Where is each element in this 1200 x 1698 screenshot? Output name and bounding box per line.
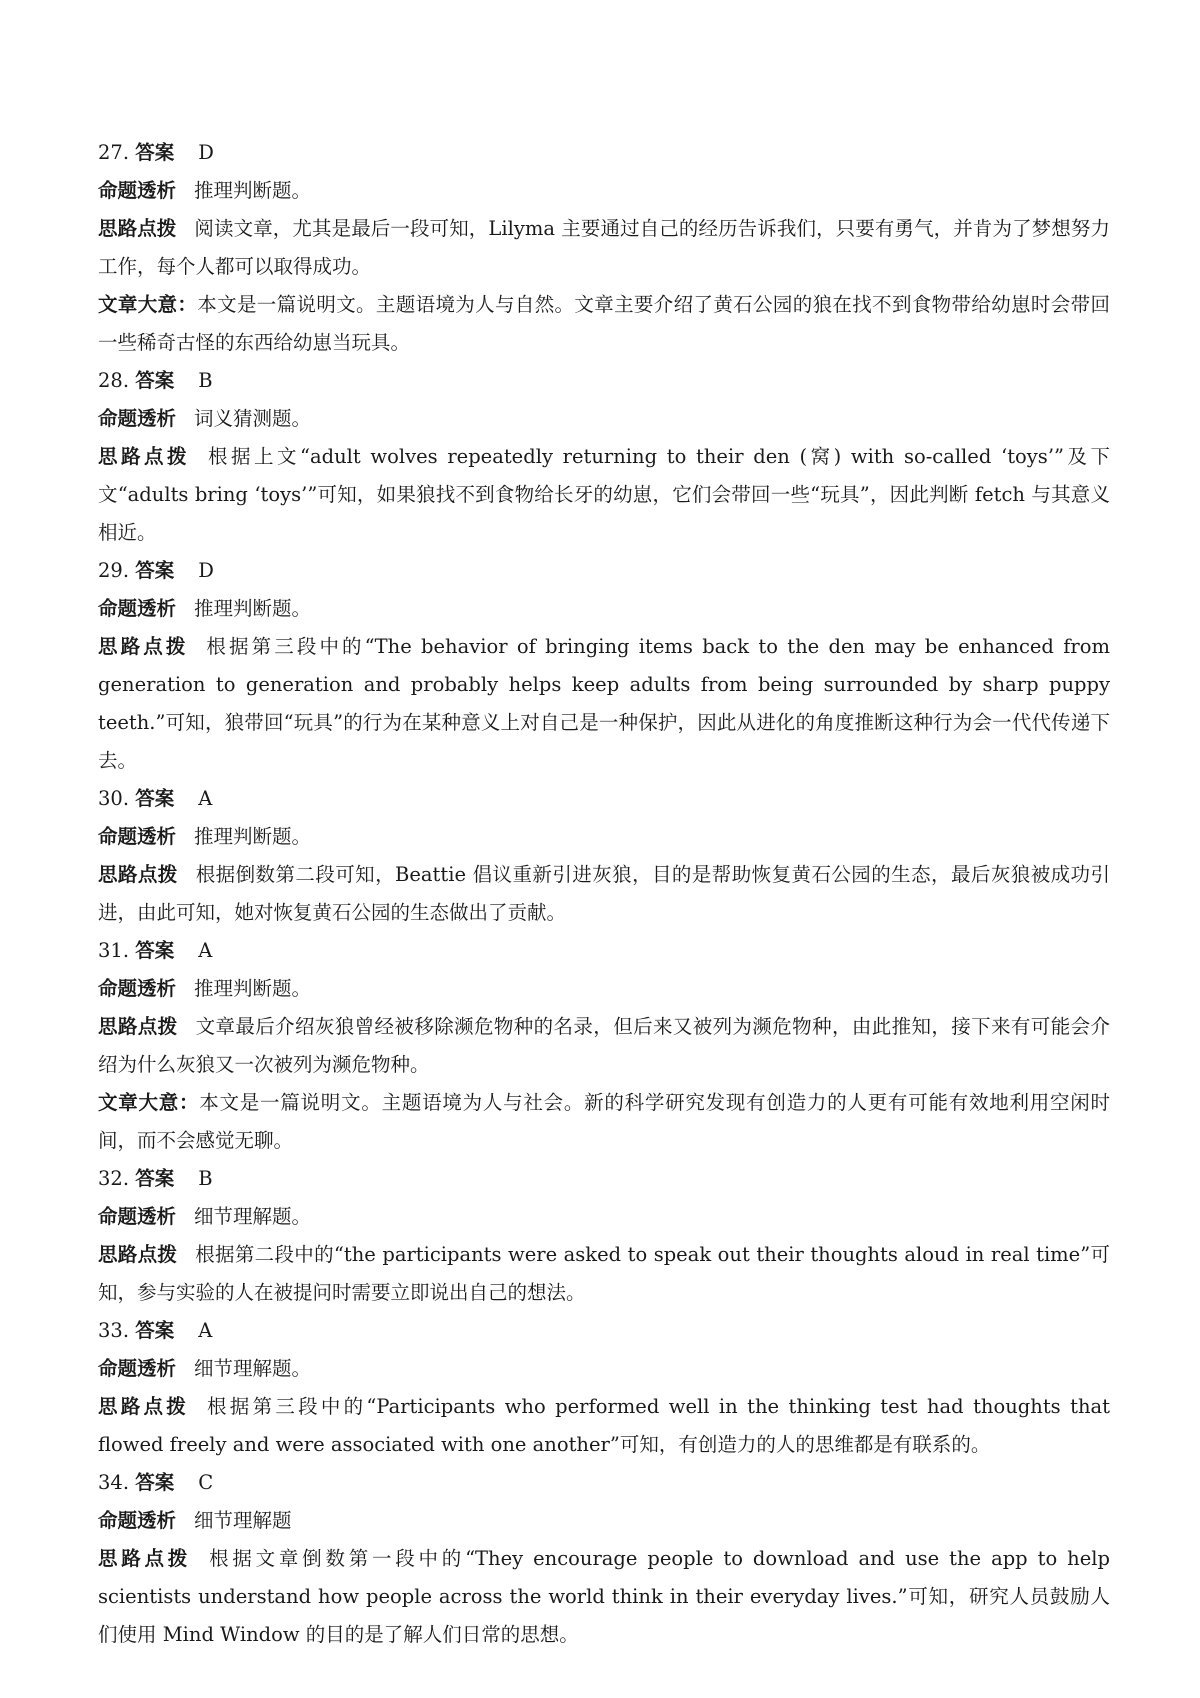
hint-paragraph: 思路点拨 根据第三段中的“Participants who performed well in the thinking test had thoughts that flowed freely and were associated with one another”可知，有创造力的人的思维都是有联系的。	[98, 1395, 1110, 1456]
analysis-line: 命题透析 词义猜测题。	[98, 407, 312, 430]
answer-line: 29. 答案 D	[98, 559, 214, 582]
analysis-line: 命题透析 细节理解题。	[98, 1357, 312, 1380]
answer-line: 32. 答案 B	[98, 1167, 213, 1190]
answer-line: 28. 答案 B	[98, 369, 213, 392]
hint-paragraph: 思路点拨 根据第二段中的“the participants were asked to speak out their thoughts aloud in real time”可知，参与实验的人在被提问时需要立即说出自己的想法。	[98, 1243, 1110, 1304]
hint-paragraph: 思路点拨 根据文章倒数第一段中的“They encourage people to download and use the app to help scientists understand how people across the world think in their everyday lives.”可知，研究人员鼓励人们使用 Mind Window 的目的是了解人们日常的思想。	[98, 1547, 1110, 1646]
answer-line: 33. 答案 A	[98, 1319, 213, 1342]
analysis-line: 命题透析 细节理解题	[98, 1509, 292, 1532]
answer-line: 31. 答案 A	[98, 939, 213, 962]
analysis-line: 命题透析 推理判断题。	[98, 977, 312, 1000]
answer-line: 27. 答案 D	[98, 141, 214, 164]
summary-paragraph: 文章大意：本文是一篇说明文。主题语境为人与社会。新的科学研究发现有创造力的人更有可能有效地利用空闲时间，而不会感觉无聊。	[98, 1091, 1110, 1152]
hint-paragraph: 思路点拨 根据第三段中的“The behavior of bringing items back to the den may be enhanced from generation to generation and probably helps keep adults from being surrounded by sharp puppy teeth.”可知，狼带回“玩具”的行为在某种意义上对自己是一种保护，因此从进化的角度推断这种行为会一代代传递下去。	[98, 635, 1110, 772]
analysis-line: 命题透析 推理判断题。	[98, 179, 312, 202]
summary-paragraph: 文章大意：本文是一篇说明文。主题语境为人与自然。文章主要介绍了黄石公园的狼在找不到食物带给幼崽时会带回一些稀奇古怪的东西给幼崽当玩具。	[98, 293, 1110, 354]
hint-paragraph: 思路点拨 阅读文章，尤其是最后一段可知，Lilyma 主要通过自己的经历告诉我们，只要有勇气，并肯为了梦想努力工作，每个人都可以取得成功。	[98, 217, 1110, 278]
analysis-line: 命题透析 推理判断题。	[98, 597, 312, 620]
analysis-line: 命题透析 推理判断题。	[98, 825, 312, 848]
hint-paragraph: 思路点拨 根据上文“adult wolves repeatedly returning to their den (窝) with so-called ‘toys’”及下文“adults bring ‘toys’”可知，如果狼找不到食物给长牙的幼崽，它们会带回一些“玩具”，因此判断 fetch 与其意义相近。	[98, 445, 1110, 544]
answer-line: 34. 答案 C	[98, 1471, 214, 1494]
hint-paragraph: 思路点拨 文章最后介绍灰狼曾经被移除濒危物种的名录，但后来又被列为濒危物种，由此推知，接下来有可能会介绍为什么灰狼又一次被列为濒危物种。	[98, 1015, 1110, 1076]
answer-line: 30. 答案 A	[98, 787, 213, 810]
analysis-line: 命题透析 细节理解题。	[98, 1205, 312, 1228]
answer-key-page	[98, 134, 1110, 1654]
hint-paragraph: 思路点拨 根据倒数第二段可知，Beattie 倡议重新引进灰狼，目的是帮助恢复黄石公园的生态，最后灰狼被成功引进，由此可知，她对恢复黄石公园的生态做出了贡献。	[98, 863, 1110, 924]
